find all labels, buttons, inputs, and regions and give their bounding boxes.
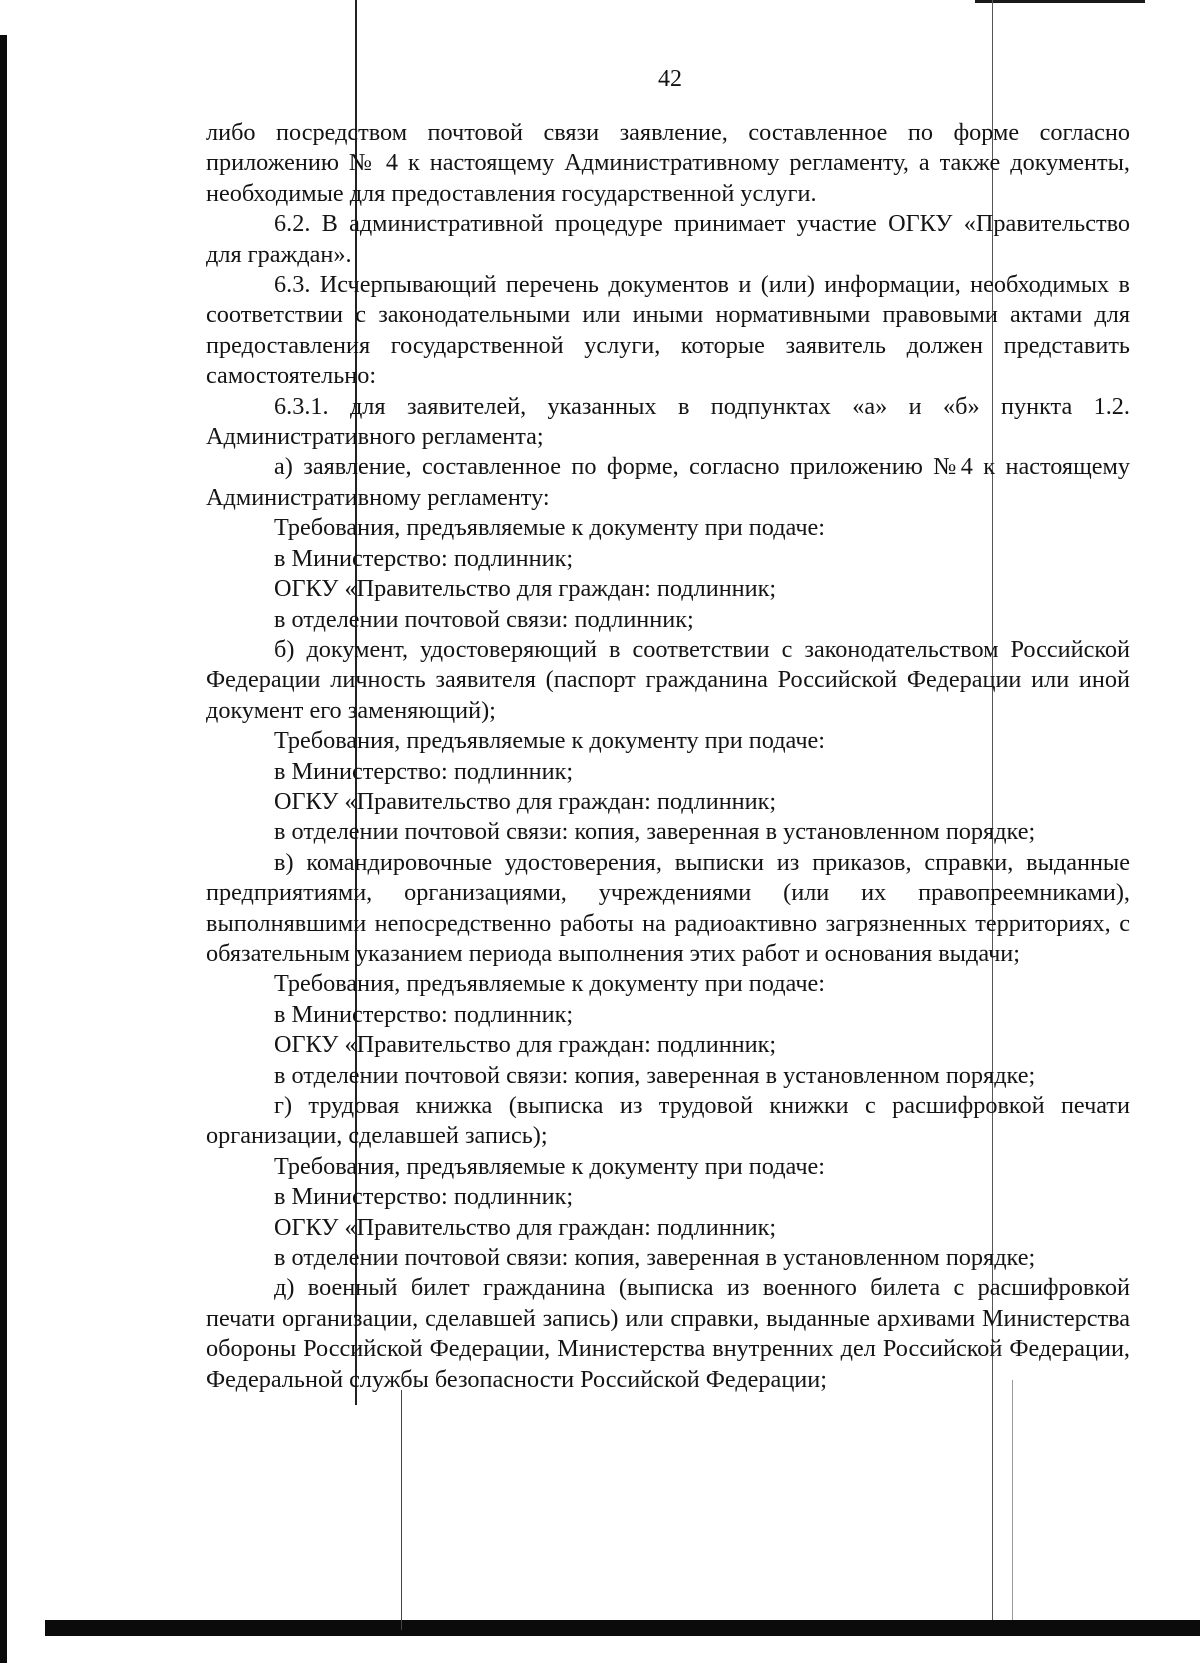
paragraph: 6.3. Исчерпывающий перечень документов и (или) информации, необходимых в соответствии с законодательными или иными нормативными правовыми актами для предоставления государственной услуги, которые заявитель должен представить самостоятельно:: [206, 271, 1130, 390]
list-item: б) документ, удостоверяющий в соответствии с законодательством Российской Федерации личность заявителя (паспорт гражданина Российской Федерации или иной документ его заменяющий);: [206, 635, 1130, 724]
requirement-line: в Министерство: подлинник;: [274, 1183, 574, 1211]
page-number: 42: [658, 66, 682, 92]
requirement-line: ОГКУ «Правительство для граждан: подлинник;: [274, 1213, 777, 1241]
list-item: г) трудовая книжка (выписка из трудовой книжки с расшифровкой печати организации, сделавшей запись);: [206, 1092, 1130, 1150]
requirement-line: в Министерство: подлинник;: [274, 757, 574, 785]
requirement-line: в отделении почтовой связи: копия, заверенная в установленном порядке;: [274, 818, 1036, 846]
list-item: а) заявление, составленное по форме, согласно приложению №4 к настоящему Административному регламенту:: [206, 453, 1130, 511]
requirement-line: ОГКУ «Правительство для граждан: подлинник;: [274, 1031, 777, 1059]
scan-edge-bottom: [45, 1620, 1200, 1636]
requirement-line: в Министерство: подлинник;: [274, 1000, 574, 1028]
paragraph: 6.3.1. для заявителей, указанных в подпунктах «а» и «б» пункта 1.2. Административного регламента;: [206, 392, 1130, 451]
requirement-line: Требования, предъявляемые к документу при подаче:: [274, 727, 826, 755]
requirement-line: в Министерство: подлинник;: [274, 544, 574, 572]
requirement-line: Требования, предъявляемые к документу при подаче:: [274, 970, 826, 998]
scan-edge-left: [0, 35, 7, 1663]
requirement-line: ОГКУ «Правительство для граждан: подлинник;: [274, 787, 777, 815]
requirement-line: Требования, предъявляемые к документу при подаче:: [274, 1152, 826, 1180]
requirement-line: в отделении почтовой связи: копия, заверенная в установленном порядке;: [274, 1061, 1036, 1089]
document-body: [206, 118, 1130, 1395]
requirement-line: в отделении почтовой связи: копия, заверенная в установленном порядке;: [274, 1244, 1036, 1272]
scan-fold-line: [1012, 1380, 1013, 1620]
paragraph: 6.2. В административной процедуре принимает участие ОГКУ «Правительство для граждан».: [206, 210, 1130, 268]
scan-edge-top: [975, 0, 1145, 3]
paragraph: либо посредством почтовой связи заявление, составленное по форме согласно приложению № 4 к настоящему Административному регламенту, а также документы, необходимые для предоставления государственной услуги.: [206, 119, 1130, 207]
requirement-line: Требования, предъявляемые к документу при подаче:: [274, 514, 826, 542]
scan-fold-line: [401, 1390, 402, 1630]
requirement-line: в отделении почтовой связи: подлинник;: [274, 605, 694, 633]
list-item: в) командировочные удостоверения, выписки из приказов, справки, выданные предприятиями, организациями, учреждениями (или их правопреемниками), выполнявшими непосредственно работы на радиоактивно загрязненных территориях, с обязательным указанием периода выполнения этих работ и основания выдачи;: [206, 848, 1130, 967]
list-item: д) военный билет гражданина (выписка из военного билета с расшифровкой печати организации, сделавшей запись) или справки, выданные архивами Министерства обороны Российской Федерации, Министерства внутренних дел Российской Федерации, Федеральной службы безопасности Российской Федерации;: [206, 1274, 1130, 1393]
requirement-line: ОГКУ «Правительство для граждан: подлинник;: [274, 575, 777, 603]
